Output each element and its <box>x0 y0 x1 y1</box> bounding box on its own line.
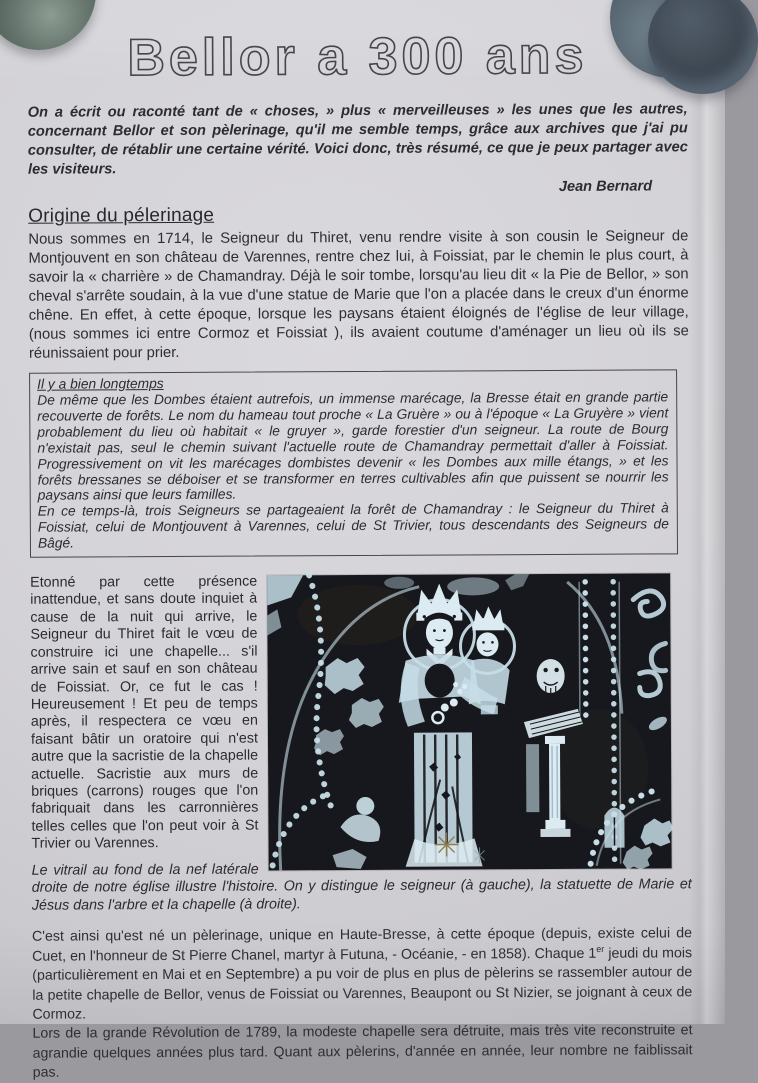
stained-glass-illustration <box>267 573 672 870</box>
info-sheet <box>27 20 693 1083</box>
history-box-paragraph-1: De même que les Dombes étaient autrefois, un immense marécage, la Bresse était en grande partie recouverte de forêts. Le nom du hameau tout proche « La Gruère » ou à l'époque « La Gruyère » vient probablement du lieu où habitait « le gruyer », garde forestier d'un seigneur. La route de Bourg n'existait pas, seul le chemin suivant l'actuelle route de Chamandray permettait d'aller à Foissiat. Progressivement on vit les marécages dombistes devenir « les Dombes aux mille étangs, » et les forêts bressanes se déboiser et se transformer en terres cultivables afin que puissent se nourrir les paysans ainsi que leurs familles. <box>37 389 669 504</box>
conclusion-section <box>32 912 693 1083</box>
origine-paragraph: Nous sommes en 1714, le Seigneur du Thiret, venu rendre visite à son cousin le Seigneur de Montjouvent en son château de Varennes, rentre chez lui, à Foissiat, par le chemin le plus court, à savoir la « charrière » de Chamandray. Déjà le soir tombe, lorsqu'au lieu dit « la Pie de Bellor, » son cheval s'arrête soudain, à la vue d'une statue de Marie que l'on a placée dans le creux d'un énorme chêne. En effet, à cette époque, lorsque les paysans étaient éloignés de l'église de leur village, (nous sommes ici entre Cormoz et Foissiat ), ils avaient coutume d'aménager un lieu où ils se réunissaient pour prier. <box>28 228 689 362</box>
author-signature: Jean Bernard <box>558 178 653 195</box>
vitrail-caption: Le vitrail au fond de la nef latérale droite de notre église illustre l'histoire. On y distingue le seigneur (à gauche), la statuette de Marie et Jésus dans l'arbre et la chapelle (à droite). <box>31 861 692 914</box>
history-box <box>29 369 678 557</box>
history-box-paragraph-2: En ce temps-là, trois Seigneurs se partageaient la forêt de Chamandray : le Seigneur du Thiret à Foissiat, celui de Montjouvent à Varennes, celui de St Trivier, tous descendants des Seigneurs de Bâgé. <box>37 500 669 551</box>
section-heading-origine: Origine du pélerinage <box>28 204 215 227</box>
vow-section <box>30 571 692 915</box>
conclusion-paragraph-2: Lors de la grande Révolution de 1789, la modeste chapelle sera détruite, mais très vite reconstruite et agrandie quelques années plus tard. Quant aux pèlerins, d'année en année, leur nombre ne faiblissait pas. <box>32 1022 693 1081</box>
vow-paragraph: Etonné par cette présence inattendue, et sans doute inquiet à cause de la nuit qui arrive, le Seigneur du Thiret fait le vœu de construire ici une chapelle... s'il arrive sain et sauf en son château de Foissiat. Or, ce fut le cas ! Heureusement ! Et peu de temps après, il respectera ce vœu en faisant bâtir un oratoire qui n'est autre que la sacristie de la chapelle actuelle. Sacristie aux murs de briques (carrons) rouges que l'on fabriquait dans les carronnières telles celles que l'on peut voir à St Trivier ou Varennes. <box>30 573 259 852</box>
title-text: Bellor a 300 ans <box>127 26 588 88</box>
intro-paragraph: On a écrit ou raconté tant de « choses, » plus « merveilleuses » les unes que les autres, concernant Bellor et son pèlerinage, qu'il me semble temps, grâce aux archives que j'ai pu consulter, de rétablir une certaine vérité. Voici donc, très résumé, ce que je peux partager avec les visiteurs. <box>27 101 688 178</box>
conclusion-p1-rest: jeudi du mois (particulièrement en Mai et en Septembre) a pu voir de plus en plus de pèlerins se rassembler autour de la petite chapelle de Bellor, venus de Foissiat ou Varennes, Beaupont ou St Nizier, se joignant à ceux de Cormoz. <box>32 945 693 1023</box>
stained-glass-image <box>267 573 672 870</box>
page-title <box>27 20 687 89</box>
ordinal-superscript: er <box>596 943 605 954</box>
history-box-heading: Il y a bien longtemps <box>37 376 164 392</box>
conclusion-paragraph-1 <box>32 925 692 1025</box>
conclusion-p1-text: C'est ainsi qu'est né un pèlerinage, unique en Haute-Bresse, à cette époque (depuis, existe celui de Cuet, en l'honneur de St Pierre Chanel, martyr à Futuna, - Océanie, - en 1858). Chaque 1 <box>31 925 693 965</box>
